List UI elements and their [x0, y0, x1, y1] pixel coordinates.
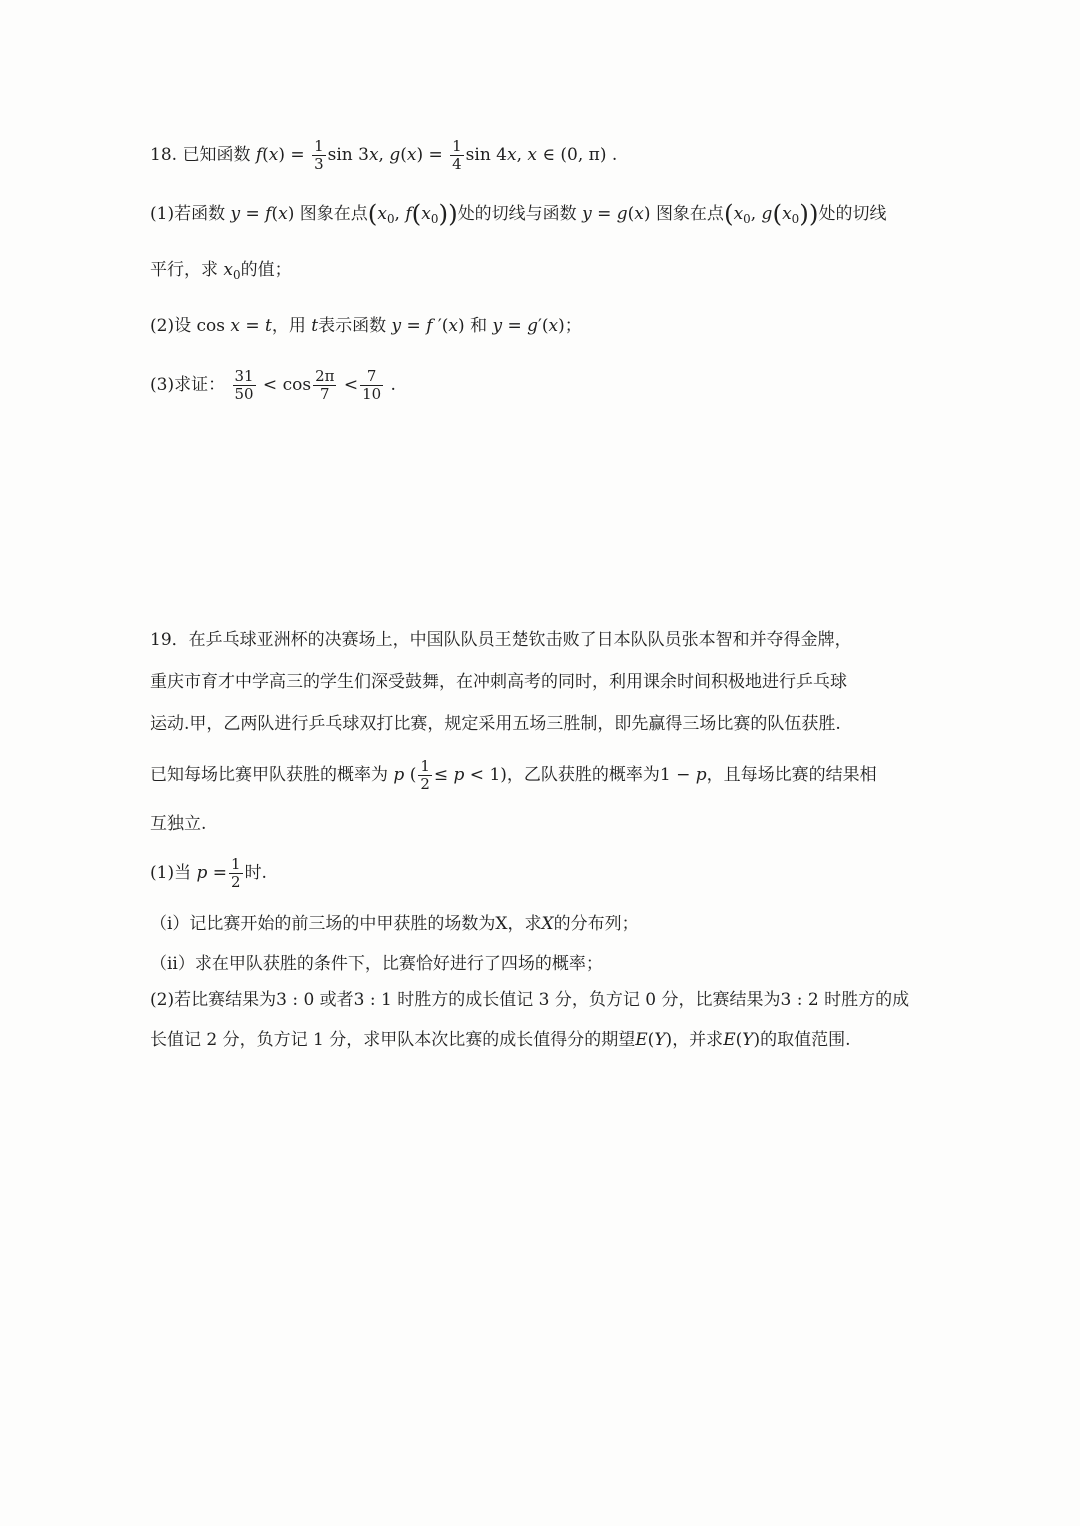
problem-19-part2-line1: (2)若比赛结果为3 : 0 或者3 : 1 时胜方的成长值记 3 分，负方记 0 分，比赛结果为3 : 2 时胜方的成	[150, 990, 910, 1010]
problem-19-line5: 互独立.	[150, 814, 207, 834]
problem-18-part1-line1: (1)若函数 y = f(x) 图象在点($x_0$, $f(x_0)$)处的切线与函数 y = g(x) 图象在点($x_0$, $g(x_0)$)处的切线	[150, 199, 887, 228]
problem-19-line4: 已知每场比赛甲队获胜的概率为 p ( $\frac{1}{2}$ ≤ p < 1)，乙队获胜的概率为1 − p，且每场比赛的结果相	[150, 757, 877, 794]
problem-18-statement: 18. 已知函数 f(x) = $\frac{1}{3}$ sin 3x, g(x) = $\frac{1}{4}$ sin 4x, x ∈ (0, π) .	[150, 137, 618, 174]
fraction-7-10: $\frac{7}{10}$	[362, 367, 382, 404]
problem-19-sub-ii: （ii）求在甲队获胜的条件下，比赛恰好进行了四场的概率；	[150, 954, 603, 974]
fraction-1-2-b: $\frac{1}{2}$	[231, 855, 241, 892]
fraction-31-50: $\frac{31}{50}$	[234, 367, 254, 404]
problem-19-part2-line2: 长值记 2 分，负方记 1 分，求甲队本次比赛的成长值得分的期望E(Y)，并求E(Y)的取值范围.	[150, 1030, 851, 1050]
problem-19-line1: 19．在乒乓球亚洲杯的决赛场上，中国队队员王楚钦击败了日本队队员张本智和并夺得金牌，	[150, 630, 852, 650]
fraction-1-3: $\frac{1}{3}$	[314, 137, 324, 174]
fraction-1-2: $\frac{1}{2}$	[420, 757, 430, 794]
fraction-2pi-7: $\frac{2\pi}{7}$	[315, 367, 335, 404]
problem-19-sub-i: （i）记比赛开始的前三场的中甲获胜的场数为X，求X的分布列；	[150, 914, 639, 934]
problem-18-part2: (2)设 cos x = t，用 t表示函数 y = f ′(x) 和 y = g′(x)；	[150, 316, 582, 336]
problem-19-part1: (1)当 p = $\frac{1}{2}$ 时.	[150, 855, 267, 892]
problem-18-header: 18. 已知函数	[150, 145, 251, 166]
problem-19-line2: 重庆市育才中学高三的学生们深受鼓舞，在冲刺高考的同时，利用课余时间积极地进行乒乓球	[150, 672, 847, 692]
problem-18-part1-line2: 平行，求 $x_0$的值；	[150, 260, 292, 282]
fraction-1-4: $\frac{1}{4}$	[452, 137, 462, 174]
problem-19-line3: 运动.甲，乙两队进行乒乓球双打比赛，规定采用五场三胜制，即先赢得三场比赛的队伍获胜.	[150, 714, 841, 734]
problem-18-part3: (3)求证： $\frac{31}{50}$ < cos $\frac{2\pi}{7}$ < $\frac{7}{10}$ .	[150, 367, 396, 404]
